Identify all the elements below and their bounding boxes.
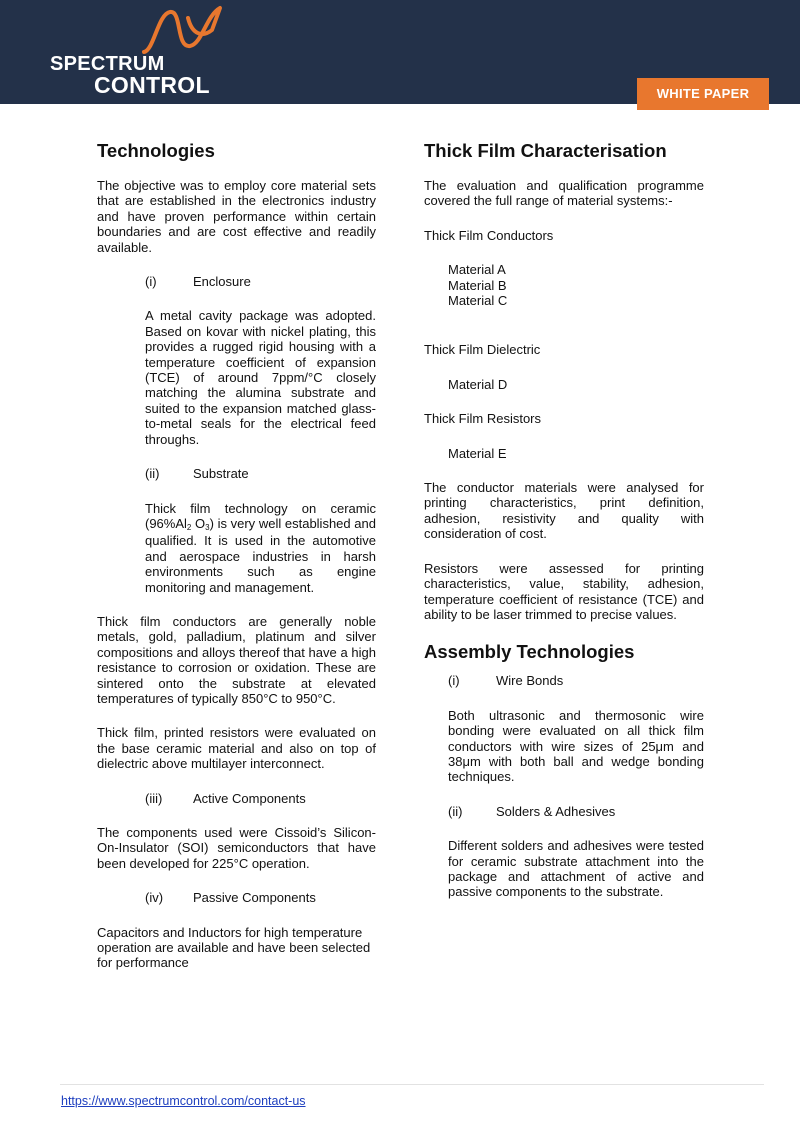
conductor-analysis-text: The conductor materials were analysed for printing characteristics, print definition, adhesion, resistivity and quality with consideration of cost.	[424, 480, 704, 542]
resistors-heading: Thick Film Resistors	[424, 411, 542, 427]
active-components-text: The components used were Cissoid’s Silicon-On-Insulator (SOI) semiconductors that have been developed for 225°C operation.	[97, 825, 376, 871]
left-column	[97, 140, 376, 971]
logo-line-2: CONTROL	[94, 72, 210, 98]
technologies-intro: The objective was to employ core material sets that are established in the electronics industry and have proven performance within certain boundaries and are cost effective and readily available.	[97, 178, 376, 255]
item-label: Active Components	[193, 790, 306, 806]
technologies-heading: Technologies	[97, 140, 215, 161]
item-number: (iv)	[145, 890, 164, 906]
dielectric-material: Material D	[448, 376, 508, 392]
resistor-material: Material E	[448, 445, 507, 461]
spectrum-logo-mark-icon	[136, 4, 224, 58]
conductor-materials-list	[424, 262, 704, 308]
solders-adhesives-text: Different solders and adhesives were tested for ceramic substrate attachment into the package and attachment of active and passive components to the substrate.	[448, 838, 704, 900]
item-number: (i)	[448, 673, 460, 689]
substrate-text-c: ) is very well established and qualified. It is used in the automotive and aerospace industries in harsh environments such as engine monitoring and management.	[145, 515, 376, 595]
material-item: Material B	[448, 277, 507, 293]
thick-film-intro: The evaluation and qualification programme covered the full range of material systems:-	[424, 178, 704, 209]
item-label: Solders & Adhesives	[496, 803, 616, 819]
list-item-active-components	[97, 791, 376, 806]
substrate-text-b: O	[191, 515, 206, 531]
substrate-text-a: Thick film technology on ceramic (96%Al	[145, 500, 376, 531]
white-paper-badge: WHITE PAPER	[637, 78, 769, 110]
item-label: Substrate	[193, 466, 249, 482]
list-item-enclosure	[97, 274, 376, 289]
subscript-3: 3	[205, 522, 210, 532]
material-item: Material A	[448, 262, 506, 278]
resistor-analysis-text: Resistors were assessed for printing characteristics, value, stability, adhesion, temperature coefficient of resistance (TCE) and ability to be laser trimmed to precise values.	[424, 560, 704, 622]
passive-components-text: Capacitors and Inductors for high temperature operation are available and have been selected for performance	[97, 924, 371, 971]
thick-film-heading: Thick Film Characterisation	[424, 140, 667, 161]
item-label: Passive Components	[193, 890, 316, 906]
contact-us-link[interactable]: https://www.spectrumcontrol.com/contact-us	[61, 1094, 306, 1108]
item-label: Wire Bonds	[496, 673, 564, 689]
list-item-wire-bonds	[424, 673, 704, 688]
item-number: (iii)	[145, 790, 163, 806]
subscript-2: 2	[186, 522, 192, 532]
footer-divider	[60, 1084, 764, 1085]
logo-line-1: SPECTRUM	[50, 53, 165, 75]
list-item-substrate	[97, 466, 376, 481]
conductors-heading: Thick Film Conductors	[424, 227, 554, 243]
dielectric-heading: Thick Film Dielectric	[424, 342, 541, 358]
spectrum-control-logo[interactable]	[50, 55, 210, 96]
conductors-text: Thick film conductors are generally noble metals, gold, palladium, platinum and silver compositions and alloys thereof that have a high resistance to corrosion or oxidation. These are sintered onto the substrate at elevated temperatures of typically 850°C to 950°C.	[97, 613, 376, 706]
assembly-heading: Assembly Technologies	[424, 641, 635, 663]
list-item-solders-adhesives	[424, 804, 704, 819]
item-number: (ii)	[448, 803, 463, 819]
item-number: (ii)	[145, 466, 160, 482]
item-number: (i)	[145, 274, 157, 290]
resistors-text: Thick film, printed resistors were evaluated on the base ceramic material and also on top of dielectric above multilayer interconnect.	[97, 725, 376, 772]
wire-bonds-text: Both ultrasonic and thermosonic wire bonding were evaluated on all thick film conductors with wire sizes of 25μm and 38μm with both ball and wedge bonding techniques.	[448, 707, 704, 785]
right-column	[424, 140, 704, 900]
list-item-passive-components	[97, 890, 376, 905]
material-item: Material C	[448, 293, 508, 309]
substrate-text	[97, 501, 376, 595]
item-label: Enclosure	[193, 274, 251, 290]
enclosure-text: A metal cavity package was adopted. Based on kovar with nickel plating, this provides a rugged rigid housing with a temperature coefficient of expansion (TCE) of around 7ppm/°C closely matching the alumina substrate and suited to the expansion matched glass-to-metal seals for the electrical feed throughs.	[145, 308, 376, 447]
